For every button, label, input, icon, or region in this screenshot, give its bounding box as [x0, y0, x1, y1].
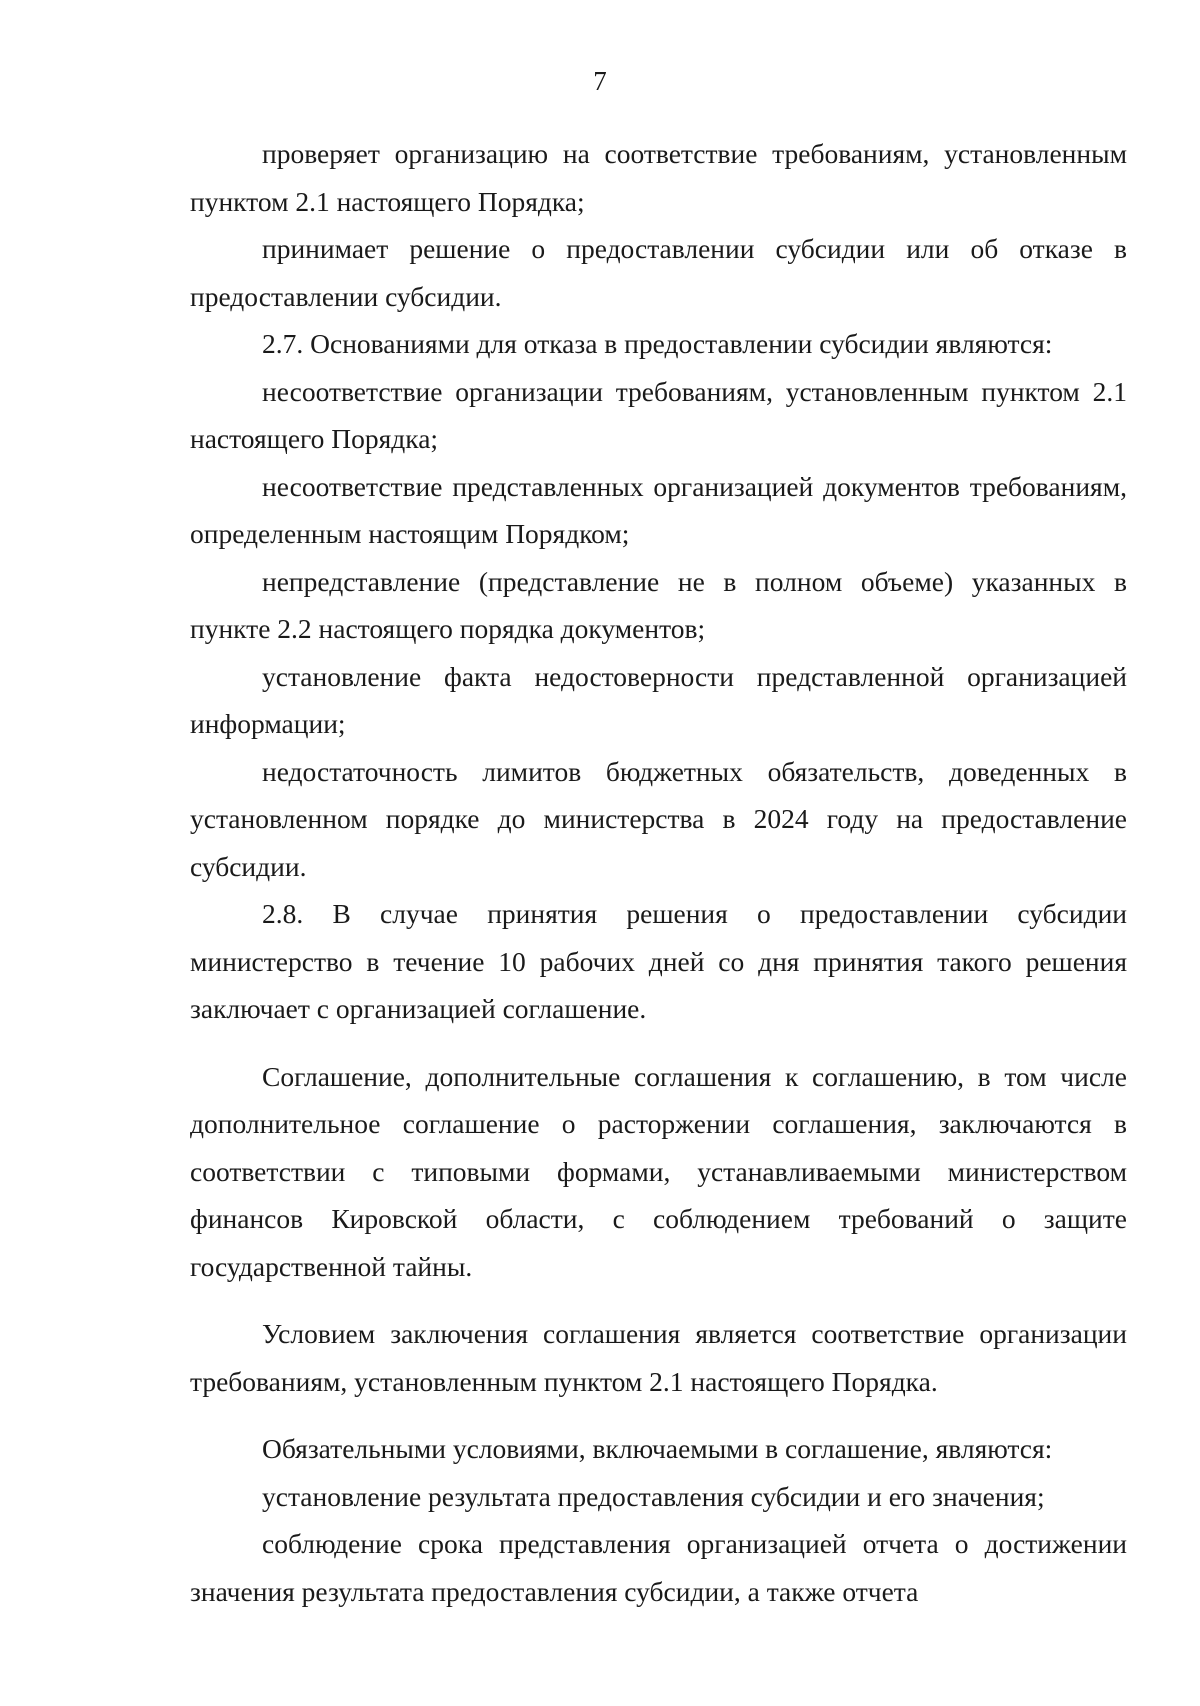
paragraph-result-setting: установление результата предоставления субсидии и его значения; [262, 1480, 1045, 1512]
paragraph-decision: принимает решение о предоставлении субсидии или об отказе в предоставлении субсидии. [190, 233, 1127, 312]
paragraph-refusal-false-info: установление факта недостоверности представленной организацией информации; [190, 660, 1127, 739]
paragraph-refusal-limits: недостаточность лимитов бюджетных обязательств, доведенных в установленном порядке до министерства в 2024 году на предоставление субсидии. [190, 755, 1127, 882]
paragraph-2-7-heading: 2.7. Основаниями для отказа в предоставлении субсидии являются: [262, 328, 1053, 359]
paragraph-agreement-forms: Соглашение, дополнительные соглашения к соглашению, в том числе дополнительное соглашение о расторжении соглашения, заключаются в соответствии с типовыми формами, устанавливаемыми министерством финансов Кировской области, с соблюдением требований о защите государственной тайны. [190, 1060, 1127, 1282]
document-body [190, 130, 1127, 1615]
paragraph-mandatory-conditions: Обязательными условиями, включаемыми в соглашение, являются: [262, 1433, 1053, 1464]
page-number: 7 [593, 66, 607, 96]
paragraph-check-requirements: проверяет организацию на соответствие требованиям, установленным пунктом 2.1 настоящего Порядка; [190, 138, 1127, 217]
paragraph-2-8-agreement: 2.8. В случае принятия решения о предоставлении субсидии министерство в течение 10 рабочих дней со дня принятия такого решения заключает с организацией соглашение. [190, 898, 1127, 1024]
paragraph-agreement-condition: Условием заключения соглашения является соответствие организации требованиям, установленным пунктом 2.1 настоящего Порядка. [190, 1318, 1127, 1397]
paragraph-refusal-requirements: несоответствие организации требованиям, установленным пунктом 2.1 настоящего Порядка; [190, 375, 1127, 454]
paragraph-refusal-documents: несоответствие представленных организацией документов требованиям, определенным настоящим Порядком; [190, 470, 1127, 549]
paragraph-report-deadline: соблюдение срока представления организацией отчета о достижении значения результата предоставления субсидии, а также отчета [190, 1528, 1127, 1607]
paragraph-refusal-not-submitted: непредставление (представление не в полном объеме) указанных в пункте 2.2 настоящего порядка документов; [190, 565, 1127, 644]
